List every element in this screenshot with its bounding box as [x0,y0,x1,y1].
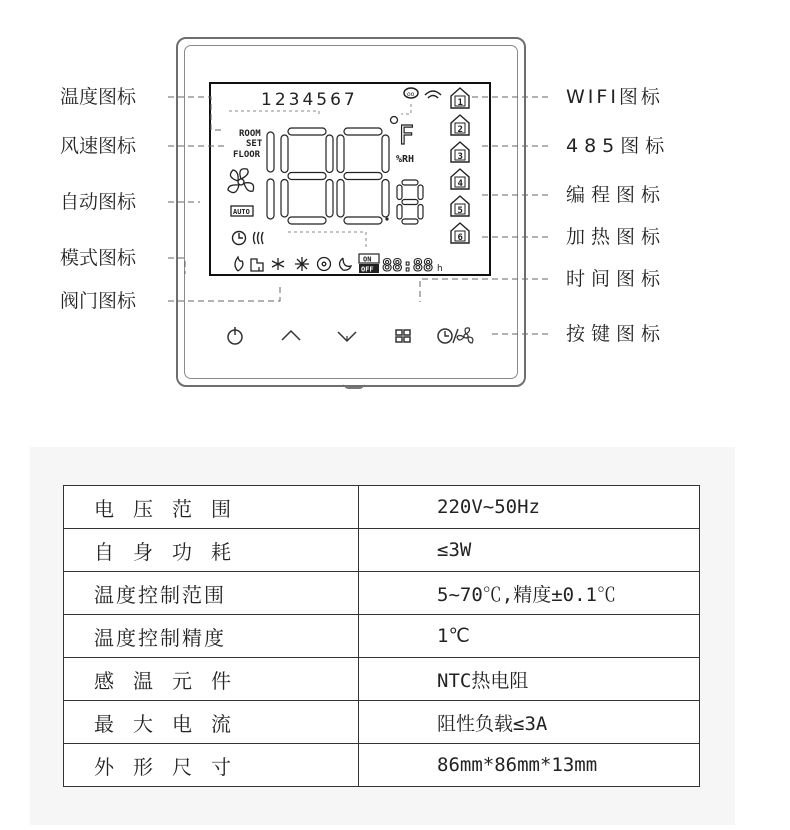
program-slot-number: 4 [457,179,463,189]
floor-label: FLOOR [233,150,261,160]
spec-label: 感温元件 [64,658,359,701]
spec-label: 电压范围 [64,486,359,529]
spec-row [64,658,700,701]
room-label: ROOM [239,129,261,139]
time-suffix: h [437,264,443,273]
off-label: OFF [361,265,374,273]
callout-key-icon: 按键图标 [566,323,667,345]
on-label: ON [363,255,372,264]
callout-mode-icon: 模式图标 [60,247,137,269]
auto-label: AUTO [233,208,250,216]
spec-table [63,485,700,787]
spec-label: 最大电流 [64,701,359,744]
spec-label: 温度控制范围 [64,572,359,615]
callout-fan-speed-icon: 风速图标 [60,135,137,157]
spec-row [64,744,700,787]
time-display: 88:88 [382,256,434,273]
spec-value: 1℃ [359,615,700,658]
callout-program-icon: 编程图标 [566,184,667,206]
program-slot-number: 5 [457,206,463,216]
spec-value: ≤3W [359,529,700,572]
callout-valve-icon: 阀门图标 [60,290,137,312]
callout-heating-icon: 加热图标 [566,226,667,248]
spec-label: 自身功耗 [64,529,359,572]
degree-unit: F [399,121,414,151]
svg-text:oo: oo [407,91,415,98]
set-label: SET [246,139,263,149]
spec-row [64,615,700,658]
spec-value: 86mm*86mm*13mm [359,744,700,787]
spec-value: 5~70℃,精度±0.1℃ [359,572,700,615]
spec-value: 阻性负载≤3A [359,701,700,744]
humidity-label: %RH [396,154,415,165]
program-slot-number: 3 [457,152,463,162]
program-slot-number: 2 [457,125,463,135]
callout-wifi-icon: WIFI图标 [566,86,663,108]
spec-value: NTC热电阻 [359,658,700,701]
spec-label: 温度控制精度 [64,615,359,658]
callout-temperature-icon: 温度图标 [60,86,137,108]
program-slot-number: 6 [457,233,463,243]
spec-value: 220V~50Hz [359,486,700,529]
spec-label: 外形尺寸 [64,744,359,787]
callout-auto-icon: 自动图标 [60,191,137,213]
day-numbers: 1234567 [261,90,358,110]
spec-row [64,486,700,529]
callout-time-icon: 时间图标 [566,268,667,290]
spec-row [64,572,700,615]
callout-485-icon: 485图标 [566,135,671,157]
spec-row [64,701,700,744]
program-slot-number: 1 [457,98,463,108]
spec-row [64,529,700,572]
